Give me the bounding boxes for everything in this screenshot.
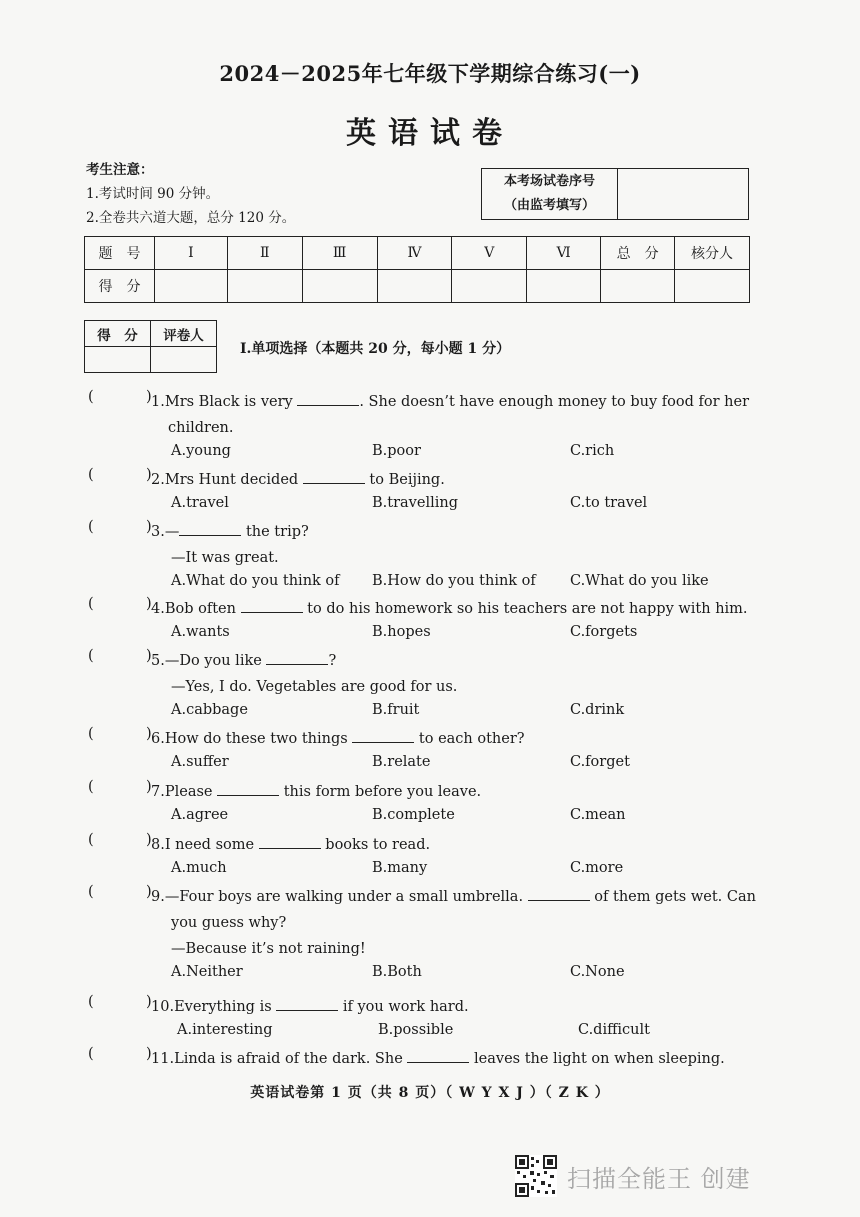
question-number: 3 [151,524,161,540]
score-cell[interactable] [675,270,750,303]
option-a[interactable]: A.suffer [171,754,229,770]
question-number: 11 [151,1051,170,1067]
question-number: 4 [151,601,161,617]
answer-bracket-close: ) [146,648,152,664]
option-b[interactable]: B.fruit [372,702,420,718]
question-number: 6 [151,731,161,747]
option-b[interactable]: B.many [372,860,428,876]
option-a[interactable]: A.much [171,860,227,876]
page-footer: 英语试卷第 1 页（共 8 页）（ W Y X J ）（ Z K ） [250,1085,610,1101]
option-b[interactable]: B.travelling [372,495,458,511]
option-a[interactable]: A.What do you think of [171,573,340,589]
option-c[interactable]: C.forget [570,754,630,770]
question-stem: 3.— the trip? —It was great. [151,519,761,571]
option-c[interactable]: C.drink [570,702,625,718]
score-table [84,236,750,303]
answer-bracket-close: ) [146,994,152,1010]
question-number: 8 [151,837,161,853]
score-table-cell: Ⅲ [302,237,377,270]
grader-name-cell[interactable] [151,347,217,373]
answer-bracket[interactable]: ( [88,1046,94,1062]
score-table-cell: Ⅰ [154,237,227,270]
grader-box [84,320,217,373]
answer-blank[interactable] [241,601,303,613]
score-table-cell: Ⅵ [527,237,601,270]
question-stem: 6.How do these two things to each other? [151,731,525,747]
answer-bracket-close: ) [146,596,152,612]
serial-number-box [481,168,749,220]
question-stem: 4.Bob often to do his homework so his teachers are not happy with him. [151,601,748,617]
score-table-cell: 得 分 [85,270,155,303]
score-table-cell: 核分人 [675,237,750,270]
question-stem: 5.—Do you like ? —Yes, I do. Vegetables are good for us. [151,648,761,700]
option-a[interactable]: A.young [171,443,231,459]
serial-number-field[interactable] [618,169,748,219]
question-stem: 8.I need some books to read. [151,837,431,853]
question-stem: 10.Everything is if you work hard. [151,999,469,1015]
option-a[interactable]: A.Neither [171,964,243,980]
score-table-cell: Ⅱ [227,237,302,270]
option-b[interactable]: B.complete [372,807,455,823]
option-a[interactable]: A.agree [171,807,229,823]
scanner-watermark [515,1155,751,1197]
option-a[interactable]: A.cabbage [171,702,248,718]
answer-blank[interactable] [266,653,328,665]
answer-bracket-close: ) [146,389,152,405]
question-number: 5 [151,653,161,669]
option-b[interactable]: B.poor [372,443,421,459]
score-table-cell: 总 分 [601,237,675,270]
option-b[interactable]: B.Both [372,964,422,980]
answer-blank[interactable] [259,837,321,849]
question-stem: 1.Mrs Black is very . She doesn’t have enough money to buy food for her children. [151,389,761,441]
option-c[interactable]: C.None [570,964,625,980]
question-continuation: —Because it’s not raining! [171,941,366,957]
answer-bracket[interactable]: ( [88,994,94,1010]
question-stem: 9.—Four boys are walking under a small umbrella. of them gets wet. Can you guess why? —Because it’s not raining! [151,884,761,962]
answer-bracket[interactable]: ( [88,467,94,483]
answer-blank[interactable] [297,394,359,406]
answer-bracket-close: ) [146,832,152,848]
score-cell[interactable] [601,270,675,303]
answer-blank[interactable] [303,472,365,484]
answer-blank[interactable] [352,731,414,743]
score-cell[interactable] [227,270,302,303]
score-cell[interactable] [154,270,227,303]
answer-bracket-close: ) [146,519,152,535]
answer-bracket[interactable]: ( [88,884,94,900]
section-title: Ⅰ.单项选择（本题共 20 分，每小题 1 分） [240,341,511,357]
score-table-score-row [85,270,750,303]
score-table-cell: Ⅳ [377,237,452,270]
answer-bracket-close: ) [146,1046,152,1062]
option-a[interactable]: A.interesting [177,1022,273,1038]
answer-bracket-close: ) [146,467,152,483]
answer-bracket[interactable]: ( [88,832,94,848]
option-c[interactable]: C.mean [570,807,626,823]
answer-blank[interactable] [179,524,241,536]
option-c[interactable]: C.to travel [570,495,648,511]
exam-subject: 英语试卷 [346,116,514,151]
question-stem: 7.Please this form before you leave. [151,784,482,800]
score-cell[interactable] [377,270,452,303]
option-b[interactable]: B.possible [378,1022,454,1038]
score-cell[interactable] [527,270,601,303]
question-number: 7 [151,784,161,800]
grader-score-cell[interactable] [85,347,151,373]
answer-bracket[interactable]: ( [88,648,94,664]
option-c[interactable]: C.difficult [578,1022,650,1038]
option-b[interactable]: B.hopes [372,624,431,640]
score-table-header-row [85,237,750,270]
question-number: 9 [151,889,161,905]
option-c[interactable]: C.rich [570,443,615,459]
answer-blank[interactable] [528,889,590,901]
notice-line: 2.全卷共六道大题，总分 120 分。 [86,210,296,226]
option-c[interactable]: C.What do you like [570,573,709,589]
question-number: 10 [151,999,170,1015]
notice-heading: 考生注意： [86,162,154,178]
score-table-cell: Ⅴ [452,237,527,270]
answer-bracket-close: ) [146,779,152,795]
question-continuation: —It was great. [171,550,279,566]
option-b[interactable]: B.relate [372,754,431,770]
option-a[interactable]: A.travel [171,495,229,511]
question-continuation: —Yes, I do. Vegetables are good for us. [171,679,458,695]
question-number: 2 [151,472,161,488]
score-cell[interactable] [302,270,377,303]
grader-name-label: 评卷人 [151,321,217,347]
serial-number-label: 本考场试卷序号 （由监考填写） [482,169,618,219]
answer-bracket[interactable]: ( [88,779,94,795]
candidate-notice [86,158,295,230]
answer-bracket-close: ) [146,884,152,900]
answer-bracket[interactable]: ( [88,389,94,405]
question-continuation: children. [168,420,234,436]
option-c[interactable]: C.more [570,860,624,876]
answer-bracket[interactable]: ( [88,596,94,612]
question-number: 1 [151,394,161,410]
option-c[interactable]: C.forgets [570,624,638,640]
answer-blank[interactable] [276,999,338,1011]
option-b[interactable]: B.How do you think of [372,573,536,589]
score-cell[interactable] [452,270,527,303]
notice-line: 1.考试时间 90 分钟。 [86,186,220,202]
answer-bracket[interactable]: ( [88,519,94,535]
qr-code-icon [515,1155,557,1197]
option-a[interactable]: A.wants [171,624,230,640]
question-stem: 11.Linda is afraid of the dark. She leaves the light on when sleeping. [151,1051,725,1067]
score-table-cell: 题 号 [85,237,155,270]
answer-bracket-close: ) [146,726,152,742]
answer-bracket[interactable]: ( [88,726,94,742]
question-continuation: you guess why? [171,915,287,931]
exam-title: 2024－2025年七年级下学期综合练习(一) [219,61,641,86]
question-stem: 2.Mrs Hunt decided to Beijing. [151,472,445,488]
answer-blank[interactable] [217,784,279,796]
watermark-text: 扫描全能王 创建 [567,1164,751,1193]
answer-blank[interactable] [407,1051,469,1063]
grader-score-label: 得 分 [85,321,151,347]
